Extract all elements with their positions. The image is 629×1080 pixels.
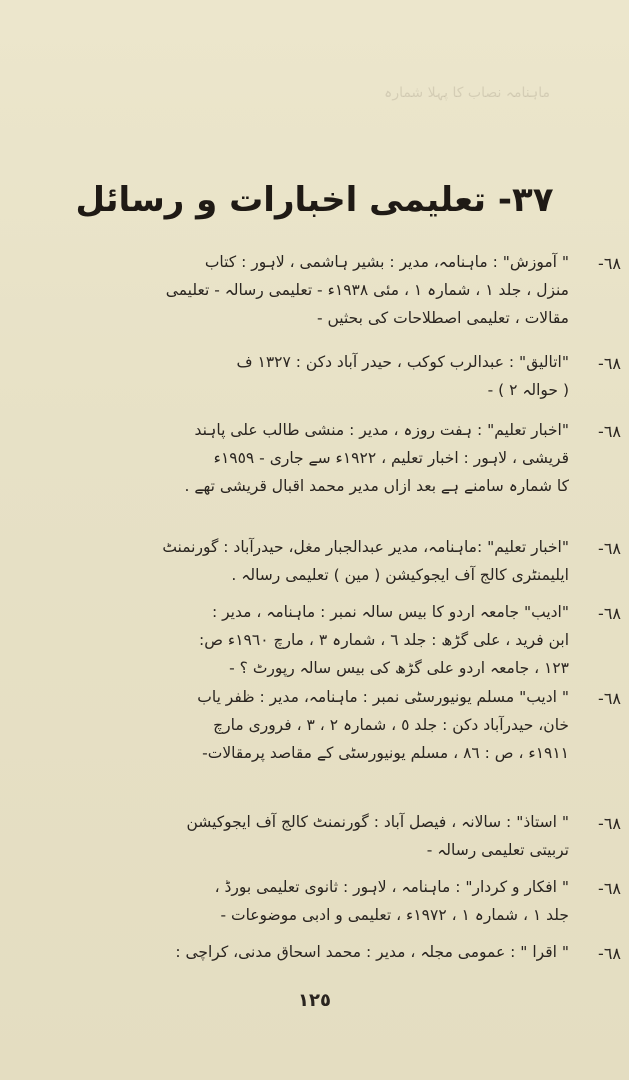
entry-line: قریشی ، لاہور : اخبار تعلیم ، ١٩٢٢ء سے جاری - ١٩٥٩ء (213, 449, 569, 467)
entry-line: ١٢٣ ، جامعہ اردو علی گڑھ کی بیس سالہ رپورٹ ؟ - (229, 659, 569, 677)
entry-line: ایلیمنٹری کالج آف ایجوکیشن ( مین ) تعلیمی رسالہ . (231, 566, 569, 584)
entry-line: "ادیب" جامعہ اردو کا بیس سالہ نمبر : ماہنامہ ، مدیر : (211, 603, 569, 621)
entry-line: ( حوالہ ٢ ) - (487, 381, 569, 399)
entry-number: -٦٨ (598, 354, 621, 373)
entry-line: "اتالیق" : عبدالرب کوکب ، حیدر آباد دکن : ١٣٢٧ ف (236, 353, 569, 371)
page-number: ١٢٥ (298, 990, 331, 1011)
entry-line: " اقرا " : عمومی مجلہ ، مدیر : محمد اسحاق مدنی، کراچی : (175, 943, 569, 961)
entry-line: ابن فرید ، علی گڑھ : جلد ٦ ، شمارہ ٣ ، مارچ ١٩٦٠ء ص: (199, 631, 569, 649)
entry-number: -٦٨ (598, 422, 621, 441)
entry-number: -٦٨ (598, 604, 621, 623)
entry-line: " ادیب" مسلم یونیورسٹی نمبر : ماہنامہ، مدیر : ظفر یاب (197, 688, 569, 706)
entry-line: ١٩١١ء ، ص : ٨٦ ، مسلم یونیورسٹی کے مقاصد پرمقالات- (202, 744, 569, 762)
bleed-through-text: ماہنامہ نصاب کا پہلا شمارہ (384, 85, 550, 101)
entry-line: جلد ١ ، شمارہ ١ ، ١٩٧٢ء ، تعلیمی و ادبی موضوعات - (220, 906, 569, 924)
entry-line: خان، حیدرآباد دکن : جلد ٥ ، شمارہ ٢ ، ٣ ، فروری مارچ (213, 716, 569, 734)
entry-number: -٦٨ (598, 689, 621, 708)
entry-line: " افکار و کردار" : ماہنامہ ، لاہور : ثانوی تعلیمی بورڈ ، (214, 878, 569, 896)
entries-list (0, 252, 629, 982)
entry-line: تربیتی تعلیمی رسالہ - (426, 841, 569, 859)
entry-line: " استاذ" : سالانہ ، فیصل آباد : گورنمنٹ کالج آف ایجوکیشن (186, 813, 569, 831)
entry-line: مقالات ، تعلیمی اصطلاحات کی بحثیں - (316, 309, 569, 327)
entry-line: "اخبار تعلیم" :ماہنامہ، مدیر عبدالجبار مغل، حیدرآباد : گورنمنٹ (162, 538, 569, 556)
entry-number: -٦٨ (598, 944, 621, 963)
chapter-heading: ٣٧- تعلیمی اخبارات و رسائل (75, 180, 554, 220)
entry-line: " آموزش" : ماہنامہ، مدیر : بشیر ہاشمی ، لاہور : کتاب (204, 253, 569, 271)
entry-number: -٦٨ (598, 879, 621, 898)
entry-number: -٦٨ (598, 254, 621, 273)
entry-line: کا شمارہ سامنے ہے بعد ازاں مدیر محمد اقبال قریشی تھے . (184, 477, 569, 495)
entry-number: -٦٨ (598, 814, 621, 833)
entry-line: منزل ، جلد ١ ، شمارہ ١ ، مئی ١٩٣٨ء - تعلیمی رسالہ - تعلیمی (165, 281, 569, 299)
entry-line: "اخبار تعلیم" : ہفت روزہ ، مدیر : منشی طالب علی پاہند (194, 421, 569, 439)
entry-number: -٦٨ (598, 539, 621, 558)
